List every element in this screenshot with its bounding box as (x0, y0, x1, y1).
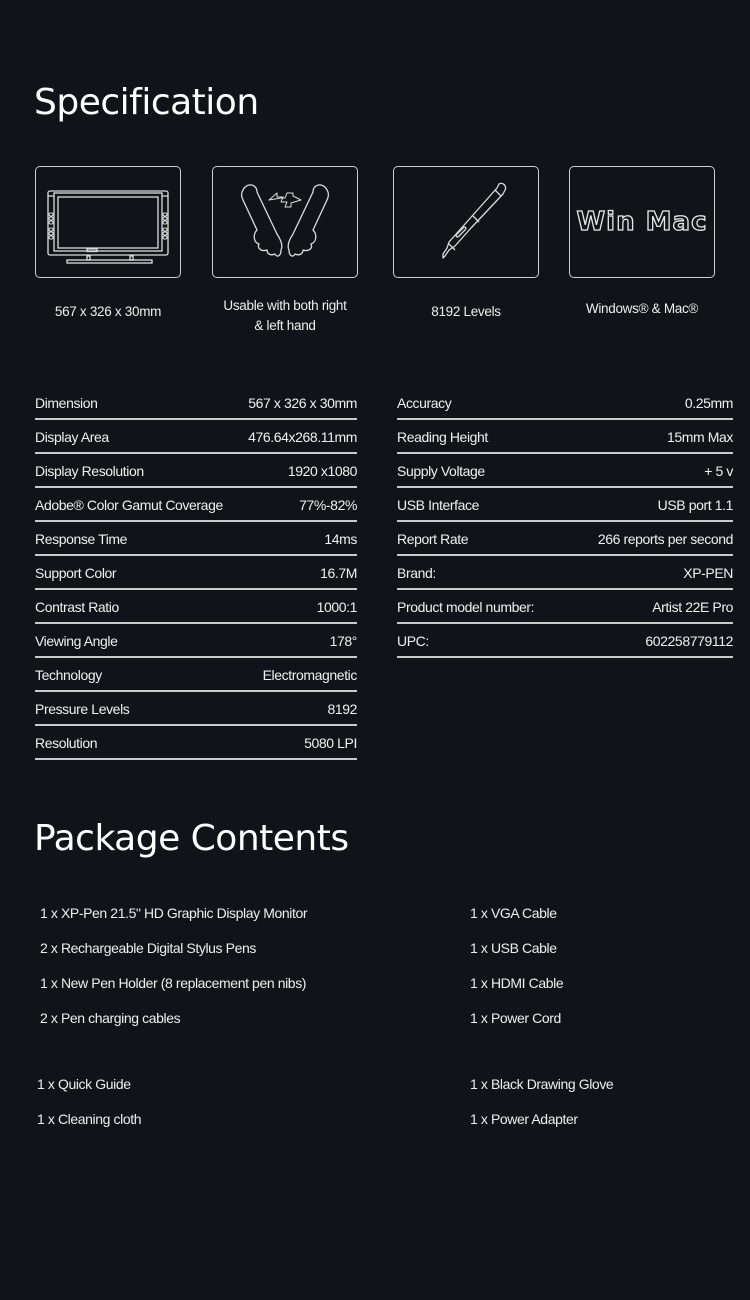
package-item: 1 x New Pen Holder (8 replacement pen nibs) (40, 975, 307, 991)
package-list-group2-left (37, 1074, 141, 1144)
spec-row: Product model number: Artist 22E Pro (397, 590, 733, 624)
package-item: 1 x VGA Cable (470, 905, 557, 921)
package-item: 1 x Black Drawing Glove (470, 1076, 614, 1092)
feature-dimension (35, 166, 181, 319)
spec-row: Accuracy 0.25mm (397, 386, 733, 420)
stylus-pen-icon (411, 172, 521, 272)
feature-ambidextrous (212, 166, 358, 333)
spec-row: Resolution 5080 LPI (35, 726, 357, 760)
spec-row: USB Interface USB port 1.1 (397, 488, 733, 522)
spec-row: Display Resolution 1920 x1080 (35, 454, 357, 488)
feature-os-compatibility (569, 166, 715, 316)
spec-row: Supply Voltage + 5 v (397, 454, 733, 488)
spec-row: Pressure Levels 8192 (35, 692, 357, 726)
win-mac-icon: Win Mac (576, 207, 708, 237)
feature-caption: Windows® & Mac® (585, 301, 699, 316)
spec-row: Viewing Angle 178° (35, 624, 357, 658)
spec-row: Display Area 476.64x268.11mm (35, 420, 357, 454)
feature-caption: 567 x 326 x 30mm (54, 304, 162, 319)
package-list-group2-right (470, 1074, 613, 1144)
spec-row: Dimension 567 x 326 x 30mm (35, 386, 357, 420)
package-item: 1 x HDMI Cable (470, 975, 564, 991)
package-item: 1 x Power Cord (470, 1010, 561, 1026)
package-item: 1 x Power Adapter (470, 1111, 578, 1127)
feature-box (569, 166, 715, 278)
feature-pressure-levels (393, 166, 539, 319)
package-item: 1 x Cleaning cloth (37, 1111, 142, 1127)
feature-caption: Usable with both right & left hand (223, 298, 347, 333)
spec-row: UPC: 602258779112 (397, 624, 733, 658)
spec-row: Brand: XP-PEN (397, 556, 733, 590)
feature-box (35, 166, 181, 278)
package-item: 2 x Pen charging cables (40, 1010, 181, 1026)
spec-row: Report Rate 266 reports per second (397, 522, 733, 556)
package-item: 1 x XP-Pen 21.5" HD Graphic Display Monitor (40, 905, 308, 921)
package-item: 2 x Rechargeable Digital Stylus Pens (40, 940, 256, 956)
package-contents-title: Package Contents (34, 818, 349, 859)
spec-row: Technology Electromagnetic (35, 658, 357, 692)
feature-box (393, 166, 539, 278)
package-list-group1-right (470, 903, 563, 1043)
monitor-icon (38, 172, 178, 272)
package-list-group1-left (40, 903, 307, 1043)
package-item: 1 x USB Cable (470, 940, 557, 956)
spec-table-right (397, 386, 733, 658)
package-item: 1 x Quick Guide (37, 1076, 131, 1092)
spec-row: Response Time 14ms (35, 522, 357, 556)
specification-title: Specification (34, 82, 259, 123)
spec-row: Adobe® Color Gamut Coverage 77%-82% (35, 488, 357, 522)
spec-row: Contrast Ratio 1000:1 (35, 590, 357, 624)
feature-caption: 8192 Levels (431, 304, 501, 319)
feature-box (212, 166, 358, 278)
both-hands-icon (225, 172, 345, 272)
spec-row: Support Color 16.7M (35, 556, 357, 590)
spec-row: Reading Height 15mm Max (397, 420, 733, 454)
spec-table-left (35, 386, 357, 760)
